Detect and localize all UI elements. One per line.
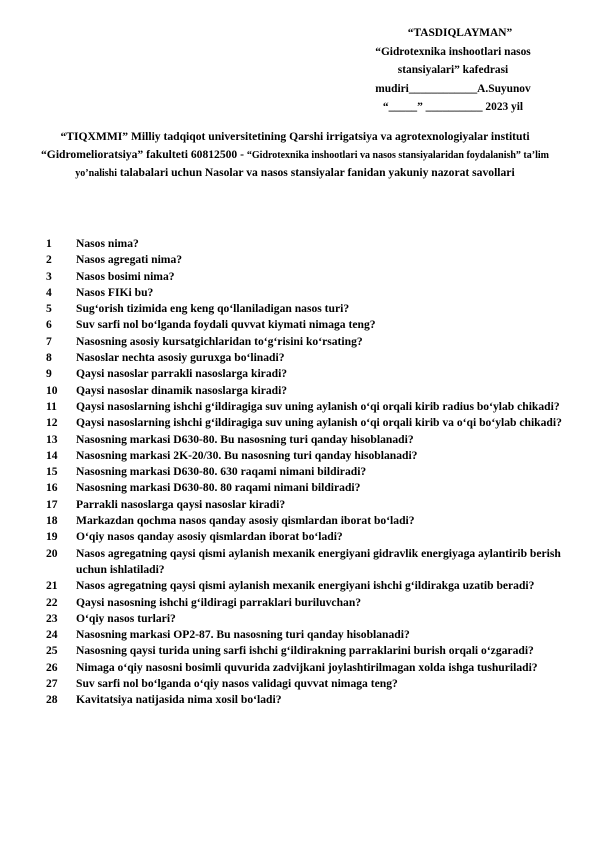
question-number: 6 xyxy=(46,318,52,332)
question-text: Qaysi nasoslar parrakli nasoslarga kiradi? xyxy=(76,367,288,381)
question-number: 8 xyxy=(46,351,52,365)
question-number: 11 xyxy=(46,399,57,413)
question-number: 27 xyxy=(46,677,58,691)
question-number: 3 xyxy=(46,269,52,283)
question-item xyxy=(46,448,566,464)
question-number: 16 xyxy=(46,481,58,495)
question-number: 12 xyxy=(46,416,58,430)
question-number: 21 xyxy=(46,579,58,593)
question-text: O‘qiy nasos qanday asosiy qismlardan iborat bo‘ladi? xyxy=(76,530,343,544)
question-number: 20 xyxy=(46,546,58,560)
question-text: Qaysi nasoslarning ishchi g‘ildiragiga suv uning aylanish o‘qi orqali kirib radius bo‘ylab chikadi? xyxy=(76,399,560,413)
question-text: Suv sarfi nol bo‘lganda o‘qiy nasos validagi quvvat nimaga teng? xyxy=(76,677,398,691)
question-item xyxy=(46,497,566,513)
question-item xyxy=(46,595,566,611)
question-number: 2 xyxy=(46,253,52,267)
question-item xyxy=(46,415,566,431)
question-item xyxy=(46,546,566,579)
question-item xyxy=(46,676,566,692)
question-text: Nasosning markasi OP2-87. Bu nasosning turi qanday hisoblanadi? xyxy=(76,628,410,642)
approval-block xyxy=(338,24,568,117)
question-number: 7 xyxy=(46,334,52,348)
question-number: 4 xyxy=(46,285,52,299)
question-text: Markazdan qochma nasos qanday asosiy qismlardan iborat bo‘ladi? xyxy=(76,514,415,528)
approval-head-signature: mudiri____________A.Suyunov xyxy=(375,82,531,95)
question-number: 9 xyxy=(46,367,52,381)
question-item xyxy=(46,350,566,366)
approval-department-line-2: stansiyalari” kafedrasi xyxy=(397,64,509,76)
question-number: 13 xyxy=(46,432,58,446)
question-text: Suv sarfi nol bo‘lganda foydali quvvat kiymati nimaga teng? xyxy=(76,318,376,332)
question-item xyxy=(46,236,566,252)
question-item xyxy=(46,252,566,268)
question-number: 23 xyxy=(46,611,58,625)
question-text: Nasos bosimi nima? xyxy=(76,269,175,283)
question-text: Nasosning markasi 2K-20/30. Bu nasosning turi qanday hisoblanadi? xyxy=(76,448,418,462)
question-text: Nasosning markasi D630-80. 630 raqami nimani bildiradi? xyxy=(76,465,367,479)
question-number: 26 xyxy=(46,660,58,674)
question-item xyxy=(46,529,566,545)
question-number: 1 xyxy=(46,237,52,250)
approval-date: “_____” __________ 2023 yil xyxy=(382,101,524,113)
question-text: O‘qiy nasos turlari? xyxy=(76,611,176,625)
question-item xyxy=(46,432,566,448)
question-item xyxy=(46,480,566,496)
question-item xyxy=(46,513,566,529)
question-text: Nasos nima? xyxy=(76,237,139,250)
heading-institute: “TIQXMMI” Milliy tadqiqot universitetining Qarshi irrigatsiya va agrotexnologiyalar instituti “Gidromelioratsiya” fakulteti 60812500 - xyxy=(41,130,530,161)
question-text: Nasos agregatning qaysi qismi aylanish mexanik energiyani ishchi g‘ildirakga uzatib beradi? xyxy=(76,579,535,593)
question-text: Kavitatsiya natijasida nima xosil bo‘ladi? xyxy=(76,693,282,707)
question-number: 14 xyxy=(46,448,58,462)
question-text: Nasosning asosiy kursatgichlaridan to‘g‘risini ko‘rsating? xyxy=(76,334,363,348)
question-text: Nasosning markasi D630-80. Bu nasosning turi qanday hisoblanadi? xyxy=(76,432,414,446)
question-number: 28 xyxy=(46,693,58,707)
question-text: Nimaga o‘qiy nasosni bosimli quvurida zadvijkani joylashtirilmagan xolda ishga tushuriladi? xyxy=(76,660,538,674)
question-item xyxy=(46,366,566,382)
question-item xyxy=(46,660,566,676)
question-text: Qaysi nasoslar dinamik nasoslarga kiradi? xyxy=(76,383,288,397)
question-list xyxy=(46,236,566,709)
heading-direction: “Gidrotexnika inshootlari va nasos stansiyalaridan foydalanish” ta’lim yo’nalishi xyxy=(75,149,549,179)
question-item xyxy=(46,611,566,627)
document-heading xyxy=(30,128,560,183)
approval-department-line-1: “Gidrotexnika inshootlari nasos xyxy=(375,45,531,58)
question-number: 17 xyxy=(46,497,58,511)
question-number: 18 xyxy=(46,514,58,528)
question-text: Parrakli nasoslarga qaysi nasoslar kiradi? xyxy=(76,497,286,511)
question-text: Nasoslar nechta asosiy guruxga bo‘linadi? xyxy=(76,351,285,365)
question-item xyxy=(46,285,566,301)
question-number: 19 xyxy=(46,530,58,544)
question-number: 25 xyxy=(46,644,58,658)
question-item xyxy=(46,578,566,594)
question-text: Qaysi nasosning ishchi g‘ildiragi parraklari buriluvchan? xyxy=(76,595,362,609)
question-text: Sug‘orish tizimida eng keng qo‘llaniladigan nasos turi? xyxy=(76,302,350,316)
question-text: Nasosning qaysi turida uning sarfi ishchi g‘ildirakning parraklarini burish orqali o‘zgaradi? xyxy=(76,644,534,658)
question-item xyxy=(46,399,566,415)
question-item xyxy=(46,383,566,399)
question-text: Qaysi nasoslarning ishchi g‘ildiragiga suv uning aylanish o‘qi orqali kirib va o‘qi bo‘ylab chikadi? xyxy=(76,416,562,430)
question-number: 22 xyxy=(46,595,58,609)
question-number: 5 xyxy=(46,302,52,316)
question-item xyxy=(46,269,566,285)
question-item xyxy=(46,317,566,333)
question-item xyxy=(46,627,566,643)
question-item xyxy=(46,334,566,350)
question-text: Nasosning markasi D630-80. 80 raqami nimani bildiradi? xyxy=(76,481,361,495)
question-item xyxy=(46,692,566,708)
question-text: Nasos agregati nima? xyxy=(76,253,183,267)
question-item xyxy=(46,301,566,317)
question-text: Nasos agregatning qaysi qismi aylanish mexanik energiyani gidravlik energiyaga aylantirib berish uchun ishlatiladi? xyxy=(76,546,561,576)
question-text: Nasos FIKi bu? xyxy=(76,285,154,299)
heading-subject: talabalari uchun Nasolar va nasos stansiyalar fanidan yakuniy nazorat savollari xyxy=(116,166,515,179)
question-number: 10 xyxy=(46,383,58,397)
question-number: 24 xyxy=(46,628,58,642)
question-number: 15 xyxy=(46,465,58,479)
question-item xyxy=(46,464,566,480)
question-item xyxy=(46,643,566,659)
approval-title: “TASDIQLAYMAN” xyxy=(407,27,513,39)
